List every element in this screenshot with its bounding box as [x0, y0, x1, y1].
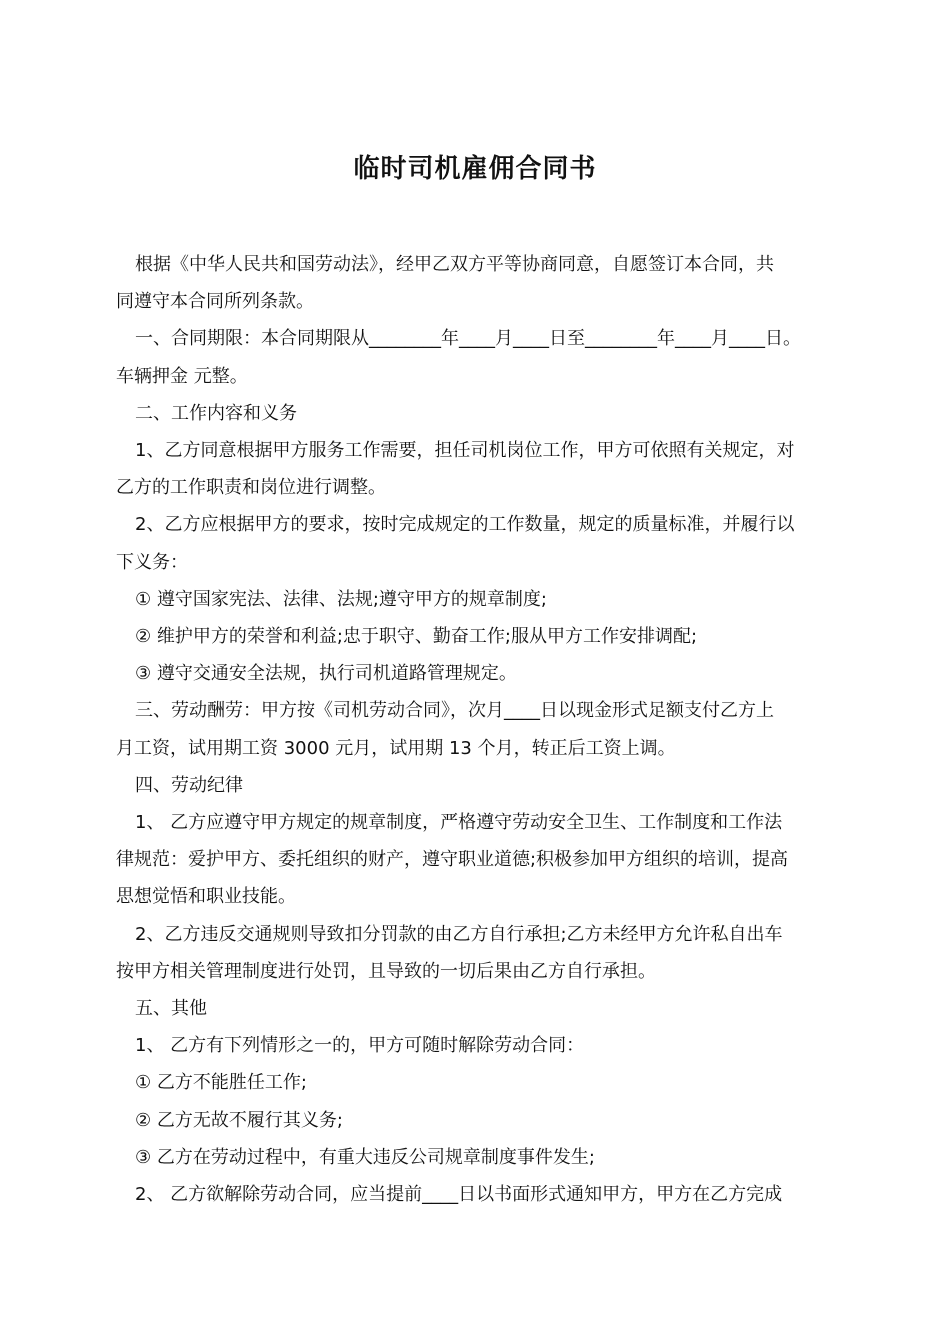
body-line: 按甲方相关管理制度进行处罚，且导致的一切后果由乙方自行承担。 — [116, 960, 656, 982]
body-line: 一、合同期限：本合同期限从________年____月____日至________年____月____日。 — [135, 328, 801, 350]
document-body — [116, 246, 838, 1213]
body-line: 1、乙方同意根据甲方服务工作需要，担任司机岗位工作，甲方可依照有关规定，对 — [135, 440, 795, 462]
body-line: 思想觉悟和职业技能。 — [116, 886, 296, 908]
body-line: 2、乙方应根据甲方的要求，按时完成规定的工作数量，规定的质量标准，并履行以 — [135, 514, 795, 536]
body-line: 同遵守本合同所列条款。 — [116, 291, 314, 313]
body-line: 三、劳动酬劳：甲方按《司机劳动合同》，次月____日以现金形式足额支付乙方上 — [135, 700, 774, 722]
body-line: 五、其他 — [135, 998, 207, 1020]
body-line: ① 乙方不能胜任工作; — [135, 1072, 307, 1094]
body-line: 2、 乙方欲解除劳动合同，应当提前____日以书面形式通知甲方，甲方在乙方完成 — [135, 1184, 783, 1206]
body-line: 车辆押金 元整。 — [116, 365, 248, 387]
body-line: ② 乙方无故不履行其义务; — [135, 1109, 343, 1131]
body-line: 月工资，试用期工资 3000 元月，试用期 13 个月，转正后工资上调。 — [116, 737, 676, 759]
body-line: 律规范：爱护甲方、委托组织的财产，遵守职业道德;积极参加甲方组织的培训，提高 — [116, 849, 789, 871]
body-line: 1、 乙方应遵守甲方规定的规章制度，严格遵守劳动安全卫生、工作制度和工作法 — [135, 812, 783, 834]
body-line: 乙方的工作职责和岗位进行调整。 — [116, 477, 386, 499]
body-line: 根据《中华人民共和国劳动法》，经甲乙双方平等协商同意，自愿签订本合同，共 — [135, 254, 774, 275]
body-line: 2、乙方违反交通规则导致扣分罚款的由乙方自行承担;乙方未经甲方允许私自出车 — [135, 923, 783, 945]
body-line: ③ 遵守交通安全法规，执行司机道路管理规定。 — [135, 663, 517, 685]
body-line: ② 维护甲方的荣誉和利益;忠于职守、勤奋工作;服从甲方工作安排调配; — [135, 626, 698, 648]
body-line: 四、劳动纪律 — [135, 774, 243, 796]
body-line: 下义务： — [116, 551, 188, 573]
body-line: ① 遵守国家宪法、法律、法规;遵守甲方的规章制度; — [135, 588, 547, 610]
document-title: 临时司机雇佣合同书 — [353, 154, 597, 185]
body-line: 1、 乙方有下列情形之一的，甲方可随时解除劳动合同： — [135, 1035, 585, 1057]
body-line: ③ 乙方在劳动过程中，有重大违反公司规章制度事件发生; — [135, 1146, 595, 1168]
body-line: 二、工作内容和义务 — [135, 402, 297, 424]
